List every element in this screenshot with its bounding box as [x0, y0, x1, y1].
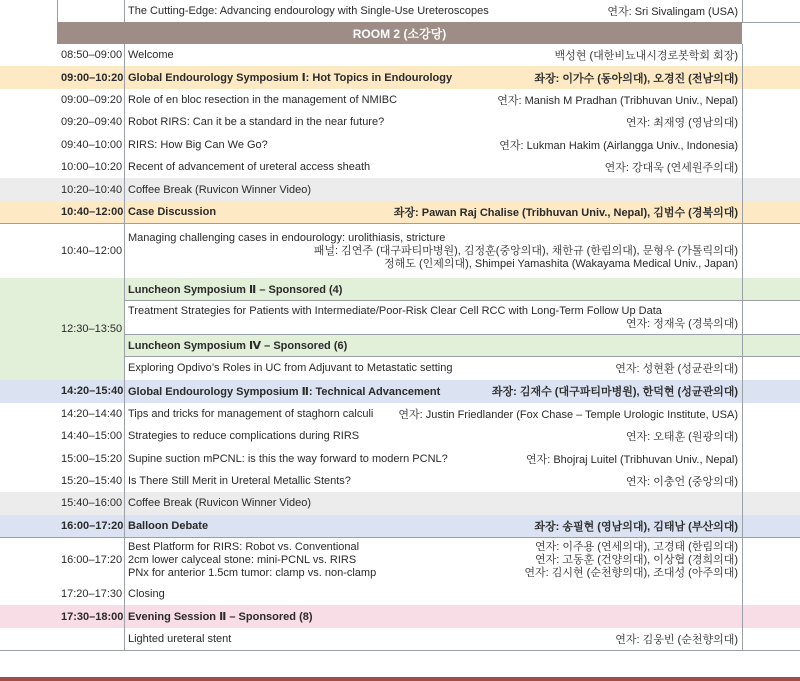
case-panel: 정해도 (인제의대), Shimpei Yamashita (Wakayama Medical Univ., Japan)	[384, 257, 738, 270]
left-margin	[0, 605, 57, 627]
session-time	[57, 111, 124, 133]
column-divider	[124, 278, 125, 380]
time-text: 15:20–15:40	[61, 474, 123, 487]
column-divider	[742, 470, 743, 492]
debate-topic: 2cm lower calyceal stone: mini-PCNL vs. RIRS	[128, 554, 357, 566]
session-title: RIRS: How Big Can We Go?	[128, 138, 268, 151]
left-margin	[0, 470, 57, 492]
schedule-row	[0, 380, 800, 402]
column-divider	[124, 111, 125, 133]
schedule-row	[0, 134, 800, 156]
session-content	[124, 380, 742, 402]
right-margin	[742, 515, 800, 537]
schedule-row	[0, 515, 800, 537]
session-speaker: 좌장: 송필현 (영남의대), 김태남 (부산의대)	[534, 520, 738, 533]
session-content	[124, 492, 742, 514]
column-divider	[742, 583, 743, 605]
debate-speakers: 연자: 고동훈 (건양의대), 이상협 (경희의대)	[534, 554, 738, 566]
schedule-row	[0, 470, 800, 492]
column-divider	[742, 380, 743, 402]
right-margin	[742, 66, 800, 88]
session-content	[124, 156, 742, 178]
left-margin	[0, 403, 57, 425]
right-margin	[742, 278, 800, 300]
session-title: Role of en bloc resection in the management of NMIBC	[128, 93, 398, 106]
column-divider	[124, 447, 125, 469]
column-divider	[742, 223, 743, 278]
case-topic: Managing challenging cases in endourology: urolithiasis, stricture	[128, 231, 446, 244]
session-time	[57, 66, 124, 88]
session-content	[124, 470, 742, 492]
debate-line	[128, 567, 738, 579]
session-time	[57, 134, 124, 156]
right-margin	[742, 178, 800, 200]
session-title: Welcome	[128, 49, 174, 62]
schedule-row	[0, 66, 800, 88]
column-divider	[124, 134, 125, 156]
session-time	[57, 492, 124, 514]
session-content	[124, 0, 742, 22]
time-text: 10:40–12:00	[61, 205, 124, 218]
time-text: 09:40–10:00	[61, 138, 123, 151]
session-content	[124, 300, 742, 334]
time-text: 15:40–16:00	[61, 497, 123, 510]
right-margin	[742, 89, 800, 111]
right-margin	[742, 156, 800, 178]
right-margin	[742, 111, 800, 133]
left-margin	[0, 515, 57, 537]
session-content	[124, 628, 742, 650]
column-divider	[57, 0, 58, 22]
column-divider	[742, 66, 743, 88]
session-content	[124, 111, 742, 133]
session-speaker: 연자: Bhojraj Luitel (Tribhuvan Univ., Nepal)	[525, 453, 738, 466]
session-title: The Cutting-Edge: Advancing endourology with Single-Use Ureteroscopes	[128, 5, 489, 17]
left-margin	[0, 447, 57, 469]
schedule-row	[0, 44, 800, 66]
session-title: Balloon Debate	[128, 519, 209, 532]
debate-topic: PNx for anterior 1.5cm tumor: clamp vs. non-clamp	[128, 567, 377, 579]
session-title: Robot RIRS: Can it be a standard in the near future?	[128, 116, 385, 129]
time-text: 14:20–15:40	[61, 385, 124, 398]
column-divider	[742, 201, 743, 223]
session-time	[57, 605, 124, 627]
column-divider	[124, 89, 125, 111]
schedule-row	[0, 111, 800, 133]
session-time	[57, 380, 124, 402]
session-speaker: 연자: 성현환 (성균관의대)	[615, 363, 738, 376]
schedule-row	[0, 223, 800, 278]
column-divider	[742, 492, 743, 514]
session-time	[57, 178, 124, 200]
debate-line	[128, 554, 738, 566]
schedule-row	[0, 201, 800, 223]
session-content	[124, 537, 742, 583]
session-content	[124, 356, 742, 380]
lunch-row	[0, 356, 800, 380]
session-title: Strategies to reduce complications during RIRS	[128, 430, 360, 443]
session-content	[124, 89, 742, 111]
session-title: Global Endourology Symposium Ⅰ: Hot Topics in Endourology	[128, 72, 453, 85]
schedule-row	[0, 492, 800, 514]
session-time: 10:40–12:00	[61, 244, 123, 257]
column-divider	[742, 134, 743, 156]
right-margin	[742, 334, 800, 356]
session-time	[57, 583, 124, 605]
left-margin	[0, 380, 57, 402]
left-margin	[0, 628, 57, 650]
bottom-bar	[0, 677, 800, 681]
session-title: Treatment Strategies for Patients with Intermediate/Poor-Risk Clear Cell RCC with Long-Term Follow Up Data	[128, 304, 662, 317]
column-divider	[124, 156, 125, 178]
right-margin	[742, 628, 800, 650]
session-content	[124, 201, 742, 223]
column-divider	[742, 447, 743, 469]
left-margin	[0, 111, 57, 133]
column-divider	[124, 66, 125, 88]
session-title: Coffee Break (Ruvicon Winner Video)	[128, 183, 312, 196]
left-margin	[0, 178, 57, 200]
session-title: Case Discussion	[128, 205, 217, 218]
column-divider	[124, 403, 125, 425]
column-divider	[124, 201, 125, 223]
left-margin	[0, 44, 57, 66]
left-margin	[0, 89, 57, 111]
session-speaker: 좌장: Pawan Raj Chalise (Tribhuvan Univ., Nepal), 김범수 (경북의대)	[393, 206, 738, 219]
right-margin	[742, 583, 800, 605]
room-header: ROOM 2 (소강당)	[57, 22, 742, 44]
session-content	[124, 134, 742, 156]
column-divider	[742, 0, 743, 22]
session-time	[57, 447, 124, 469]
time-text: 10:00–10:20	[61, 161, 123, 174]
column-divider	[742, 628, 743, 650]
session-speaker: 연자: Sri Sivalingam (USA)	[607, 6, 738, 18]
time-text: 17:20–17:30	[61, 588, 123, 601]
column-divider	[124, 537, 125, 583]
left-margin	[0, 156, 57, 178]
case-panel: 패널: 김연주 (대구파티마병원), 김정훈(중앙의대), 채한규 (한림의대), 문형우 (가톨릭의대)	[313, 244, 738, 257]
column-divider	[742, 425, 743, 447]
column-divider	[124, 380, 125, 402]
row-divider	[124, 334, 800, 335]
session-content	[124, 334, 742, 356]
column-divider	[124, 583, 125, 605]
column-divider	[124, 605, 125, 627]
column-divider	[742, 605, 743, 627]
session-content	[124, 44, 742, 66]
session-title: Recent of advancement of ureteral access sheath	[128, 161, 371, 174]
schedule-row	[0, 403, 800, 425]
session-title: Luncheon Symposium Ⅱ – Sponsored (4)	[128, 283, 343, 296]
session-title: Is There Still Merit in Ureteral Metallic Stents?	[128, 474, 351, 487]
right-margin	[742, 44, 800, 66]
column-divider	[742, 156, 743, 178]
session-title: Global Endourology Symposium Ⅱ: Technical Advancement	[128, 385, 441, 398]
right-margin	[742, 425, 800, 447]
session-content	[124, 515, 742, 537]
session-title: Supine suction mPCNL: is this the way forward to modern PCNL?	[128, 452, 448, 465]
room-header-left	[0, 22, 57, 44]
time-text: 09:20–09:40	[61, 116, 123, 129]
column-divider	[124, 178, 125, 200]
session-time: 16:00–17:20	[61, 554, 123, 566]
row-divider	[124, 356, 800, 357]
schedule-row	[0, 628, 800, 650]
time-text: 14:40–15:00	[61, 430, 123, 443]
left-margin	[0, 425, 57, 447]
left-margin	[0, 134, 57, 156]
session-time	[57, 470, 124, 492]
session-title: Evening Session Ⅱ – Sponsored (8)	[128, 611, 313, 624]
session-content	[124, 403, 742, 425]
session-time	[57, 156, 124, 178]
session-time: 12:30–13:50	[0, 278, 124, 380]
session-speaker: 연자: 이충언 (중앙의대)	[625, 475, 738, 488]
session-speaker: 연자: 김웅빈 (순천향의대)	[615, 633, 738, 646]
debate-line	[128, 541, 738, 553]
time-text: 16:00–17:20	[61, 519, 124, 532]
session-content	[124, 278, 742, 300]
time-text: 17:30–18:00	[61, 610, 124, 623]
column-divider	[742, 178, 743, 200]
time-text: 14:20–14:40	[61, 407, 123, 420]
session-content	[124, 447, 742, 469]
session-content	[124, 583, 742, 605]
time-text: 09:00–09:20	[61, 93, 123, 106]
schedule-row	[0, 156, 800, 178]
debate-topic: Best Platform for RIRS: Robot vs. Conventional	[128, 541, 360, 553]
session-content	[124, 223, 742, 278]
right-margin	[742, 380, 800, 402]
session-speaker: 좌장: 김재수 (대구파티마병원), 한덕현 (성균관의대)	[491, 386, 738, 399]
right-margin	[742, 470, 800, 492]
column-divider	[742, 89, 743, 111]
session-time	[57, 201, 124, 223]
schedule-row	[0, 605, 800, 627]
column-divider	[742, 537, 743, 583]
session-speaker: 연자: 오태훈 (원광의대)	[625, 431, 738, 444]
session-speaker: 연자: Lukman Hakim (Airlangga Univ., Indonesia)	[499, 139, 738, 152]
session-speaker: 좌장: 이가수 (동아의대), 오경진 (전남의대)	[534, 72, 738, 85]
row-divider	[124, 300, 800, 301]
column-divider	[124, 492, 125, 514]
schedule-row	[0, 447, 800, 469]
session-title: Lighted ureteral stent	[128, 632, 232, 645]
debate-speakers: 연자: 김시현 (순천향의대), 조대성 (아주의대)	[524, 567, 738, 579]
schedule-row	[0, 0, 800, 22]
column-divider	[742, 44, 743, 66]
session-speaker: 연자: 정재욱 (경북의대)	[625, 317, 738, 330]
left-margin	[0, 492, 57, 514]
column-divider	[742, 111, 743, 133]
session-speaker: 연자: Manish M Pradhan (Tribhuvan Univ., Nepal)	[497, 94, 738, 107]
session-title: Coffee Break (Ruvicon Winner Video)	[128, 497, 312, 510]
schedule-row	[0, 425, 800, 447]
session-content	[124, 605, 742, 627]
schedule-row	[0, 583, 800, 605]
row-divider	[0, 650, 800, 651]
session-time	[57, 89, 124, 111]
right-margin	[742, 492, 800, 514]
time-text: 09:00–10:20	[61, 71, 124, 84]
right-margin	[742, 403, 800, 425]
session-time	[57, 628, 124, 650]
column-divider	[124, 470, 125, 492]
right-margin	[742, 134, 800, 156]
session-time	[57, 44, 124, 66]
lunch-row	[0, 334, 800, 356]
left-margin	[0, 583, 57, 605]
session-time	[57, 515, 124, 537]
column-divider	[742, 278, 743, 380]
time-text: 08:50–09:00	[61, 49, 123, 62]
session-title: Closing	[128, 588, 165, 601]
right-margin	[742, 356, 800, 380]
session-speaker: 연자: 최재영 (영남의대)	[625, 117, 738, 130]
time-text: 10:20–10:40	[61, 183, 123, 196]
column-divider	[124, 44, 125, 66]
session-content	[124, 178, 742, 200]
right-margin	[742, 605, 800, 627]
session-title: Exploring Opdivo’s Roles in UC from Adjuvant to Metastatic setting	[128, 362, 453, 375]
session-content	[124, 66, 742, 88]
column-divider	[124, 515, 125, 537]
session-speaker: 연자: Justin Friedlander (Fox Chase – Temple Urologic Institute, USA)	[398, 408, 738, 421]
left-margin	[0, 201, 57, 223]
session-time	[57, 403, 124, 425]
lunch-row	[0, 278, 800, 300]
column-divider	[124, 425, 125, 447]
schedule-row	[0, 537, 800, 583]
column-divider	[124, 628, 125, 650]
right-margin	[742, 201, 800, 223]
column-divider	[124, 0, 125, 22]
column-divider	[742, 515, 743, 537]
right-margin	[742, 447, 800, 469]
left-margin	[0, 66, 57, 88]
debate-speakers: 연자: 이주용 (연세의대), 고경태 (한림의대)	[534, 541, 738, 553]
session-time	[57, 425, 124, 447]
schedule-row	[0, 89, 800, 111]
session-content	[124, 425, 742, 447]
column-divider	[742, 403, 743, 425]
schedule-row	[0, 178, 800, 200]
column-divider	[124, 223, 125, 278]
session-speaker: 백성현 (대한비뇨내시경로봇학회 회장)	[554, 50, 738, 63]
session-title: Tips and tricks for management of staghorn calculi	[128, 407, 374, 420]
session-title: Luncheon Symposium Ⅳ – Sponsored (6)	[128, 339, 348, 352]
session-speaker: 연자: 강대욱 (연세원주의대)	[604, 162, 738, 175]
time-text: 15:00–15:20	[61, 452, 123, 465]
lunch-row	[0, 300, 800, 334]
right-margin	[742, 300, 800, 334]
